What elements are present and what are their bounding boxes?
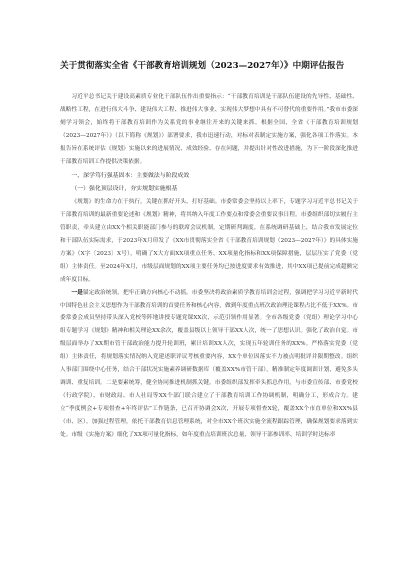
body-paragraph-2 — [60, 287, 358, 442]
body-paragraph: 《规划》的生命力在于执行，关键在抓好开头、打好基础。市委常委会坚持以上率下，专题学习习近平总书记关于干部教育培训的最新重要论述和《规划》精神，将其纳入年度工作要点和常委会重要议事日程。市委组织部切实履行主管职责，牵头建立由XX个相关职能部门参与的联席会议机制，定期研判调度。在系统调研基础上，结合我市发展定位和干部队伍实际需求，于2023年X月印发了《XX市贯彻落实全省《干部教育培训规划（2023—2027年）》的具体实施方案》（X字〔2023〕X号），明确了X大方面XX项重点任务、XX项量化指标和XX项保障措施，层层压实了党委（党组）主体责任。至2024年X月，市级层面规划的XX项主要任务均已按进度要求有效推进，其中XX项已提前完成超额完成年度目标。 — [60, 199, 358, 283]
document-body — [60, 91, 358, 441]
section-heading: 一、深学笃行强基固本：主要做法与阶段成效 — [71, 173, 190, 180]
paragraph-text: 锚定政治统领，把牢正确方向核心不动摇。市委坚决将政治素质学教育培训会过程，强调把学习习近平新时代中国特色社会主义思想作为干部教育培训的首要任务和核心内容，做到年度重点班次政治理论课程占比不低于XX%。市委常委会成员坚持带头深入党校等阵地讲授专题党课XX次，示范引领作用显著。全市各级党委（党组）理论学习中心组专题学习《规划》精神和相关理论XX余次，覆盖县级以上领导干部XX人次，统一了思想认识。强化了政治自觉。市级层面举办了XX期市管干部政治能力提升轮训班，累计培训XX人次，实现五年轮训任务的XX%。严格落实党委（党组）主体责任，将规划落实情况纳入党建述职评议考核重要内容，XX个单位因落实不力被点明批评并限期整改。组织人事部门围绕中心任务，结合干部状况实施素养调研数据库（覆盖XX%市管干部），精准制定年度调训计划，避免多头调训、重复培训。二是要素统筹，健全协同推进机制抓关键。市委组织部发挥牵头抓总作用，与市委宣传部、市委党校（行政学院）、市财政局、市人社局等XX个部门联合建立了干部教育培训工作协调机制，明确分工，形成合力。建立“季度例会+专项督查+年终评估”工作链条，已召开协调会X次，开展专项督查X轮，覆盖XX个市直单位和XX%县（市、区）。加强过程管理，依托干部教育信息管理系统，对全市XX个班次实施全流程跟踪管理，确保规划要求落到实处。市级《实施方案》细化了XX项可量化指标，如年度重点培训班次总量、领导干部参训率、培训学时达标率 — [60, 289, 359, 438]
intro-paragraph: 习近平总书记关于建设高素质专业化干部队伍作出重要指示：“干部教育培训是干部队伍建设的先导性、基础性、战略性工程，在进行伟大斗争、建设伟大工程、推进伟大事业、实现伟大梦想中具有不可替代的重要作用。”我市市委深刻学习领会，始终将干部教育培训作为关系党的事业继往开来的关键来抓。根据全国、全省《干部教育培训规划（2023—2027年）》（以下简称《规划》）部署要求，我市迅速行动，对标对表制定实施方案，强化各项工作落实。本报告旨在系统评估《规划》实施以来的进展情况、成效经验、存在问题，并提出针对性改进措施，为下一阶段深化推进干部教育培训工作提供决策依据。 — [60, 94, 358, 165]
paragraph-lead: 一是 — [71, 289, 83, 296]
document-title: 关于贯彻落实全省《干部教育培训规划（2023—2027年）》中期评估报告 — [60, 61, 345, 71]
subsection-heading: （一）强化顶层设计，夯实规划实施根基 — [71, 186, 178, 193]
